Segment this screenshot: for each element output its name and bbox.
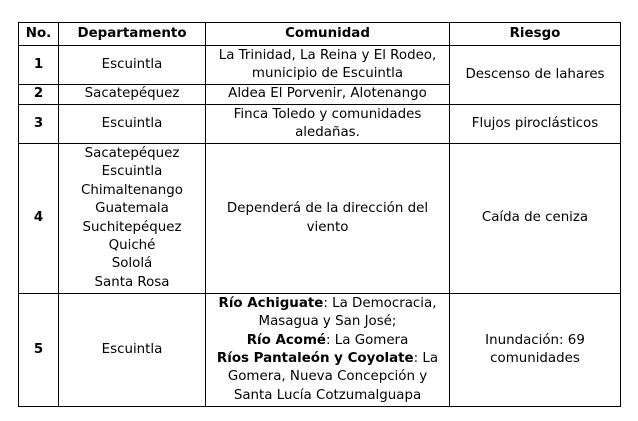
departamento-item: Guatemala: [95, 201, 169, 217]
departamento-cell: Sacatepéquez: [59, 85, 206, 105]
departamento-item: Quiché: [108, 237, 156, 253]
departamento-cell: Escuintla: [59, 105, 206, 144]
header-no: No.: [19, 23, 59, 46]
departamento-item: Sacatepéquez: [84, 145, 180, 161]
river-name: Río Achiguate: [218, 295, 324, 311]
departamento-item: Escuintla: [101, 164, 163, 180]
row-number: 3: [19, 105, 59, 144]
river-communities: : La Gomera: [326, 332, 409, 348]
river-communities: : La Democracia, Masagua y San José;: [258, 295, 437, 330]
riesgo-cell: Flujos piroclásticos: [450, 105, 621, 144]
row-number: 5: [19, 294, 59, 407]
comunidad-cell: Dependerá de la dirección del viento: [206, 144, 450, 294]
departamento-cell: Escuintla: [59, 294, 206, 407]
row-number: 1: [19, 46, 59, 85]
comunidad-rivers-cell: [206, 294, 450, 407]
table-row: [19, 144, 621, 294]
header-row: [19, 23, 621, 46]
risk-table: [18, 22, 621, 407]
comunidad-cell: Aldea El Porvenir, Alotenango: [206, 85, 450, 105]
departamento-item: Santa Rosa: [94, 274, 170, 290]
row-number: 4: [19, 144, 59, 294]
river-communities: : La Gomera, Nueva Concepción y Santa Lucía Cotzumalguapa: [227, 351, 439, 403]
comunidad-cell: La Trinidad, La Reina y El Rodeo, municipio de Escuintla: [206, 46, 450, 85]
table-row: [19, 46, 621, 85]
departamento-item: Sololá: [111, 256, 153, 272]
table-row: [19, 105, 621, 144]
river-name: Río Acomé: [246, 332, 327, 348]
riesgo-cell: Descenso de lahares: [450, 46, 621, 105]
header-riesgo: Riesgo: [450, 23, 621, 46]
header-departamento: Departamento: [59, 23, 206, 46]
departamento-list-cell: [59, 144, 206, 294]
departamento-item: Chimaltenango: [81, 182, 183, 198]
table-row: [19, 294, 621, 407]
comunidad-cell: Finca Toledo y comunidades aledañas.: [206, 105, 450, 144]
river-name: Ríos Pantaleón y Coyolate: [216, 351, 414, 366]
departamento-item: Suchitepéquez: [82, 219, 182, 235]
departamento-cell: Escuintla: [59, 46, 206, 85]
header-comunidad: Comunidad: [206, 23, 450, 46]
riesgo-cell: Caída de ceniza: [450, 144, 621, 294]
riesgo-cell: Inundación: 69 comunidades: [450, 294, 621, 407]
row-number: 2: [19, 85, 59, 105]
